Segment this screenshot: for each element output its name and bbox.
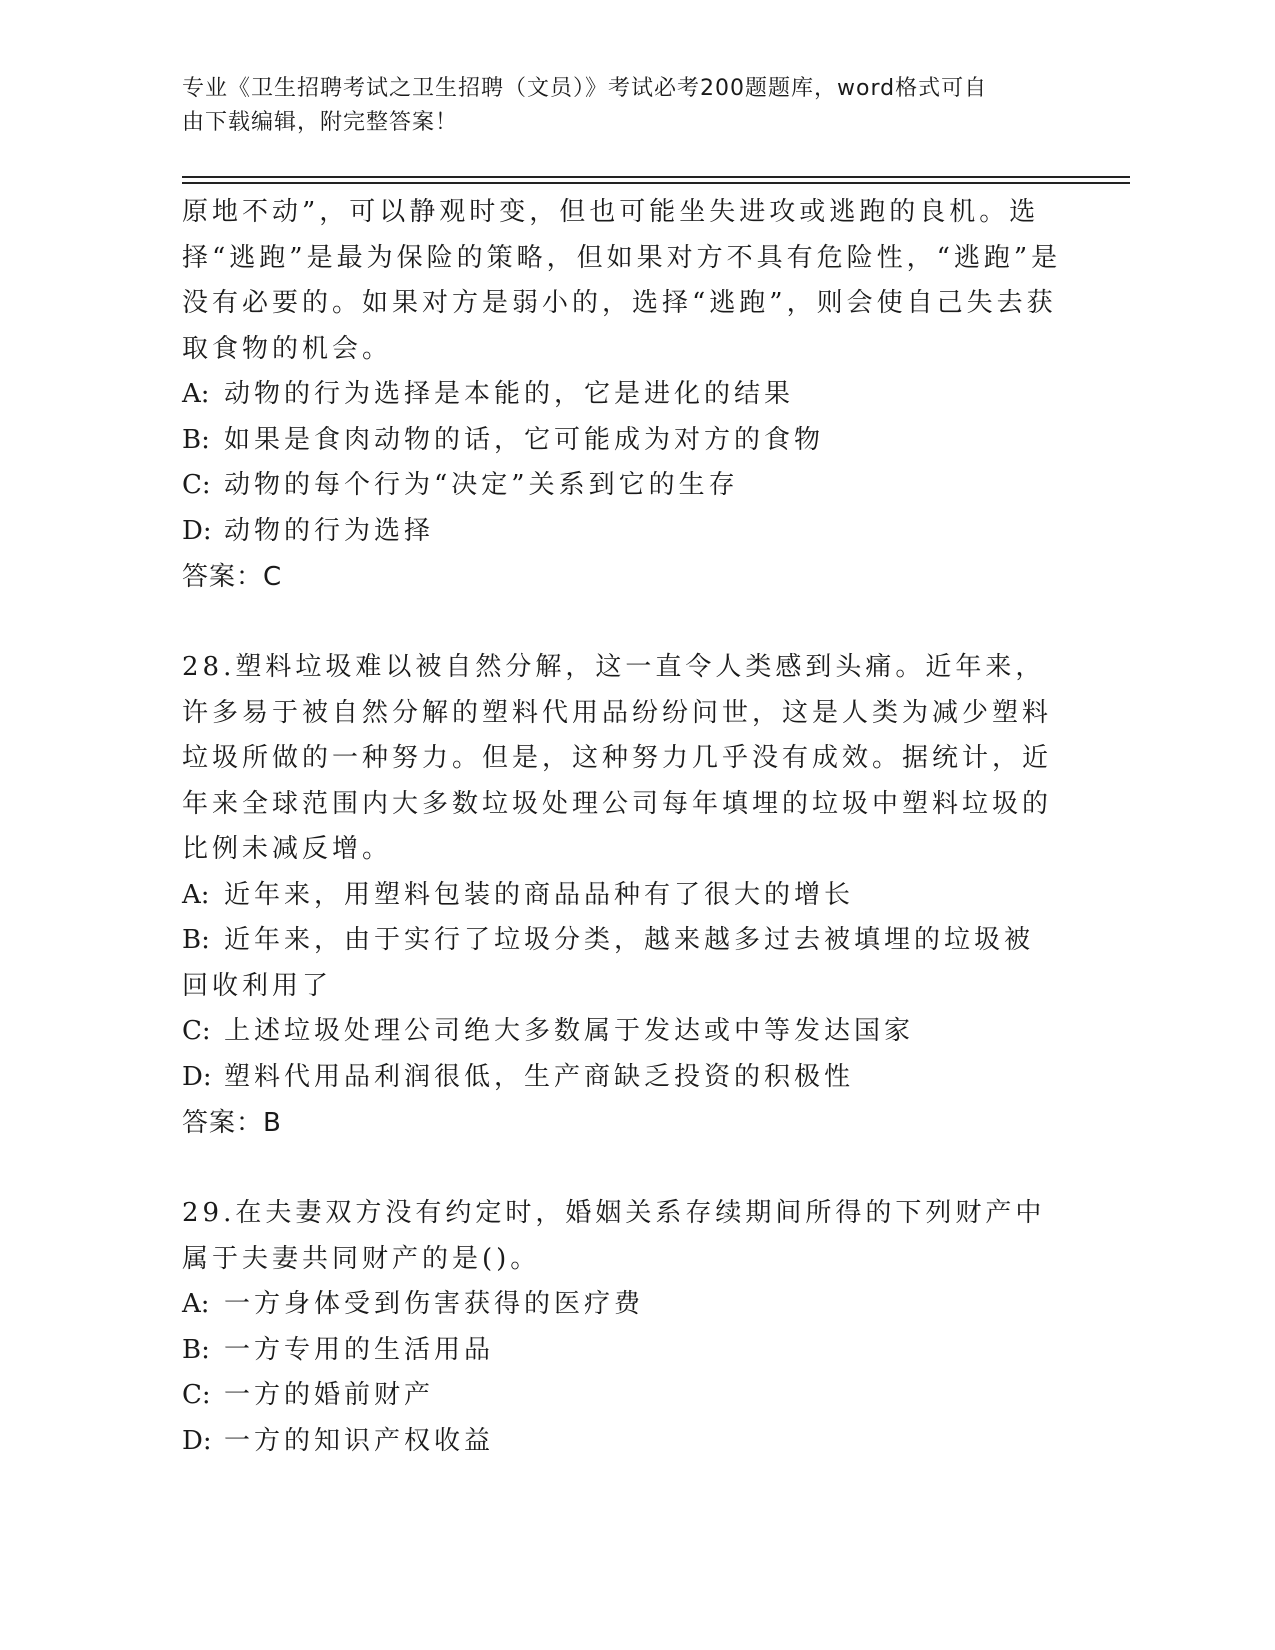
header-line-1: 专业《卫生招聘考试之卫生招聘（文员）》考试必考200题题库，word格式可自	[182, 76, 988, 101]
option-text: 如果是食肉动物的话，它可能成为对方的食物	[224, 424, 825, 455]
header-rule-bottom	[182, 182, 1130, 184]
question-28-answer: 答案：B	[182, 1108, 282, 1138]
question-27-option-a	[182, 372, 1062, 418]
question-29-stem: 29.在夫妻双方没有约定时，婚姻关系存续期间所得的下列财产中属于夫妻共同财产的是()。	[182, 1198, 1046, 1274]
option-key: B:	[182, 925, 210, 955]
option-key: C:	[182, 470, 211, 500]
question-29	[182, 1191, 1062, 1464]
header-rule-top	[182, 176, 1130, 178]
question-29-option-c	[182, 1373, 1062, 1419]
option-key: A:	[182, 1289, 210, 1319]
question-28-option-a	[182, 873, 1062, 919]
option-key: B:	[182, 424, 210, 455]
question-27-option-c	[182, 463, 1062, 509]
option-text: 一方的婚前财产	[224, 1380, 435, 1410]
header-line-2: 由下载编辑，附完整答案！	[182, 110, 459, 135]
option-text: 塑料代用品利润很低，生产商缺乏投资的积极性	[224, 1061, 855, 1092]
option-key: A:	[182, 879, 210, 910]
question-29-option-d	[182, 1419, 1062, 1465]
question-28-option-c	[182, 1009, 1062, 1055]
option-text: 近年来，用塑料包装的商品品种有了很大的增长	[224, 879, 855, 910]
option-text: 动物的行为选择	[224, 515, 435, 546]
option-text: 近年来，由于实行了垃圾分类，越来越多过去被填埋的垃圾被回收利用了	[182, 925, 1035, 1001]
option-key: D:	[182, 1061, 212, 1092]
option-key: C:	[182, 1016, 211, 1046]
spacer	[182, 1146, 1062, 1191]
option-text: 动物的行为选择是本能的，它是进化的结果	[224, 379, 795, 409]
question-29-option-b	[182, 1328, 1062, 1374]
question-27	[182, 190, 1062, 600]
option-key: B:	[182, 1334, 210, 1365]
question-27-option-b	[182, 418, 1062, 464]
option-text: 上述垃圾处理公司绝大多数属于发达或中等发达国家	[224, 1016, 915, 1046]
question-29-option-a	[182, 1282, 1062, 1328]
question-28-option-d	[182, 1055, 1062, 1101]
question-27-option-d	[182, 509, 1062, 555]
document-header	[182, 72, 1062, 140]
spacer	[182, 600, 1062, 645]
option-key: D:	[182, 515, 212, 546]
option-key: A:	[182, 379, 210, 409]
option-text: 一方的知识产权收益	[224, 1425, 495, 1456]
question-28	[182, 645, 1062, 1146]
question-28-stem: 28.塑料垃圾难以被自然分解，这一直令人类感到头痛。近年来，许多易于被自然分解的塑料代用品纷纷问世，这是人类为减少塑料垃圾所做的一种努力。但是，这种努力几乎没有成效。据统计，近年来全球范围内大多数垃圾处理公司每年填埋的垃圾中塑料垃圾的比例未减反增。	[182, 652, 1053, 864]
option-key: C:	[182, 1380, 211, 1410]
document-body	[182, 190, 1062, 1464]
option-text: 一方专用的生活用品	[224, 1334, 495, 1365]
question-27-passage: 原地不动”，可以静观时变，但也可能坐失进攻或逃跑的良机。选择“逃跑”是最为保险的策略，但如果对方不具有危险性，“逃跑”是没有必要的。如果对方是弱小的，选择“逃跑”，则会使自己失去获取食物的机会。	[182, 197, 1062, 364]
option-text: 一方身体受到伤害获得的医疗费	[224, 1289, 645, 1319]
option-key: D:	[182, 1425, 212, 1456]
question-27-answer: 答案：C	[182, 562, 283, 592]
question-28-option-b	[182, 918, 1062, 1009]
option-text: 动物的每个行为“决定”关系到它的生存	[224, 470, 739, 500]
